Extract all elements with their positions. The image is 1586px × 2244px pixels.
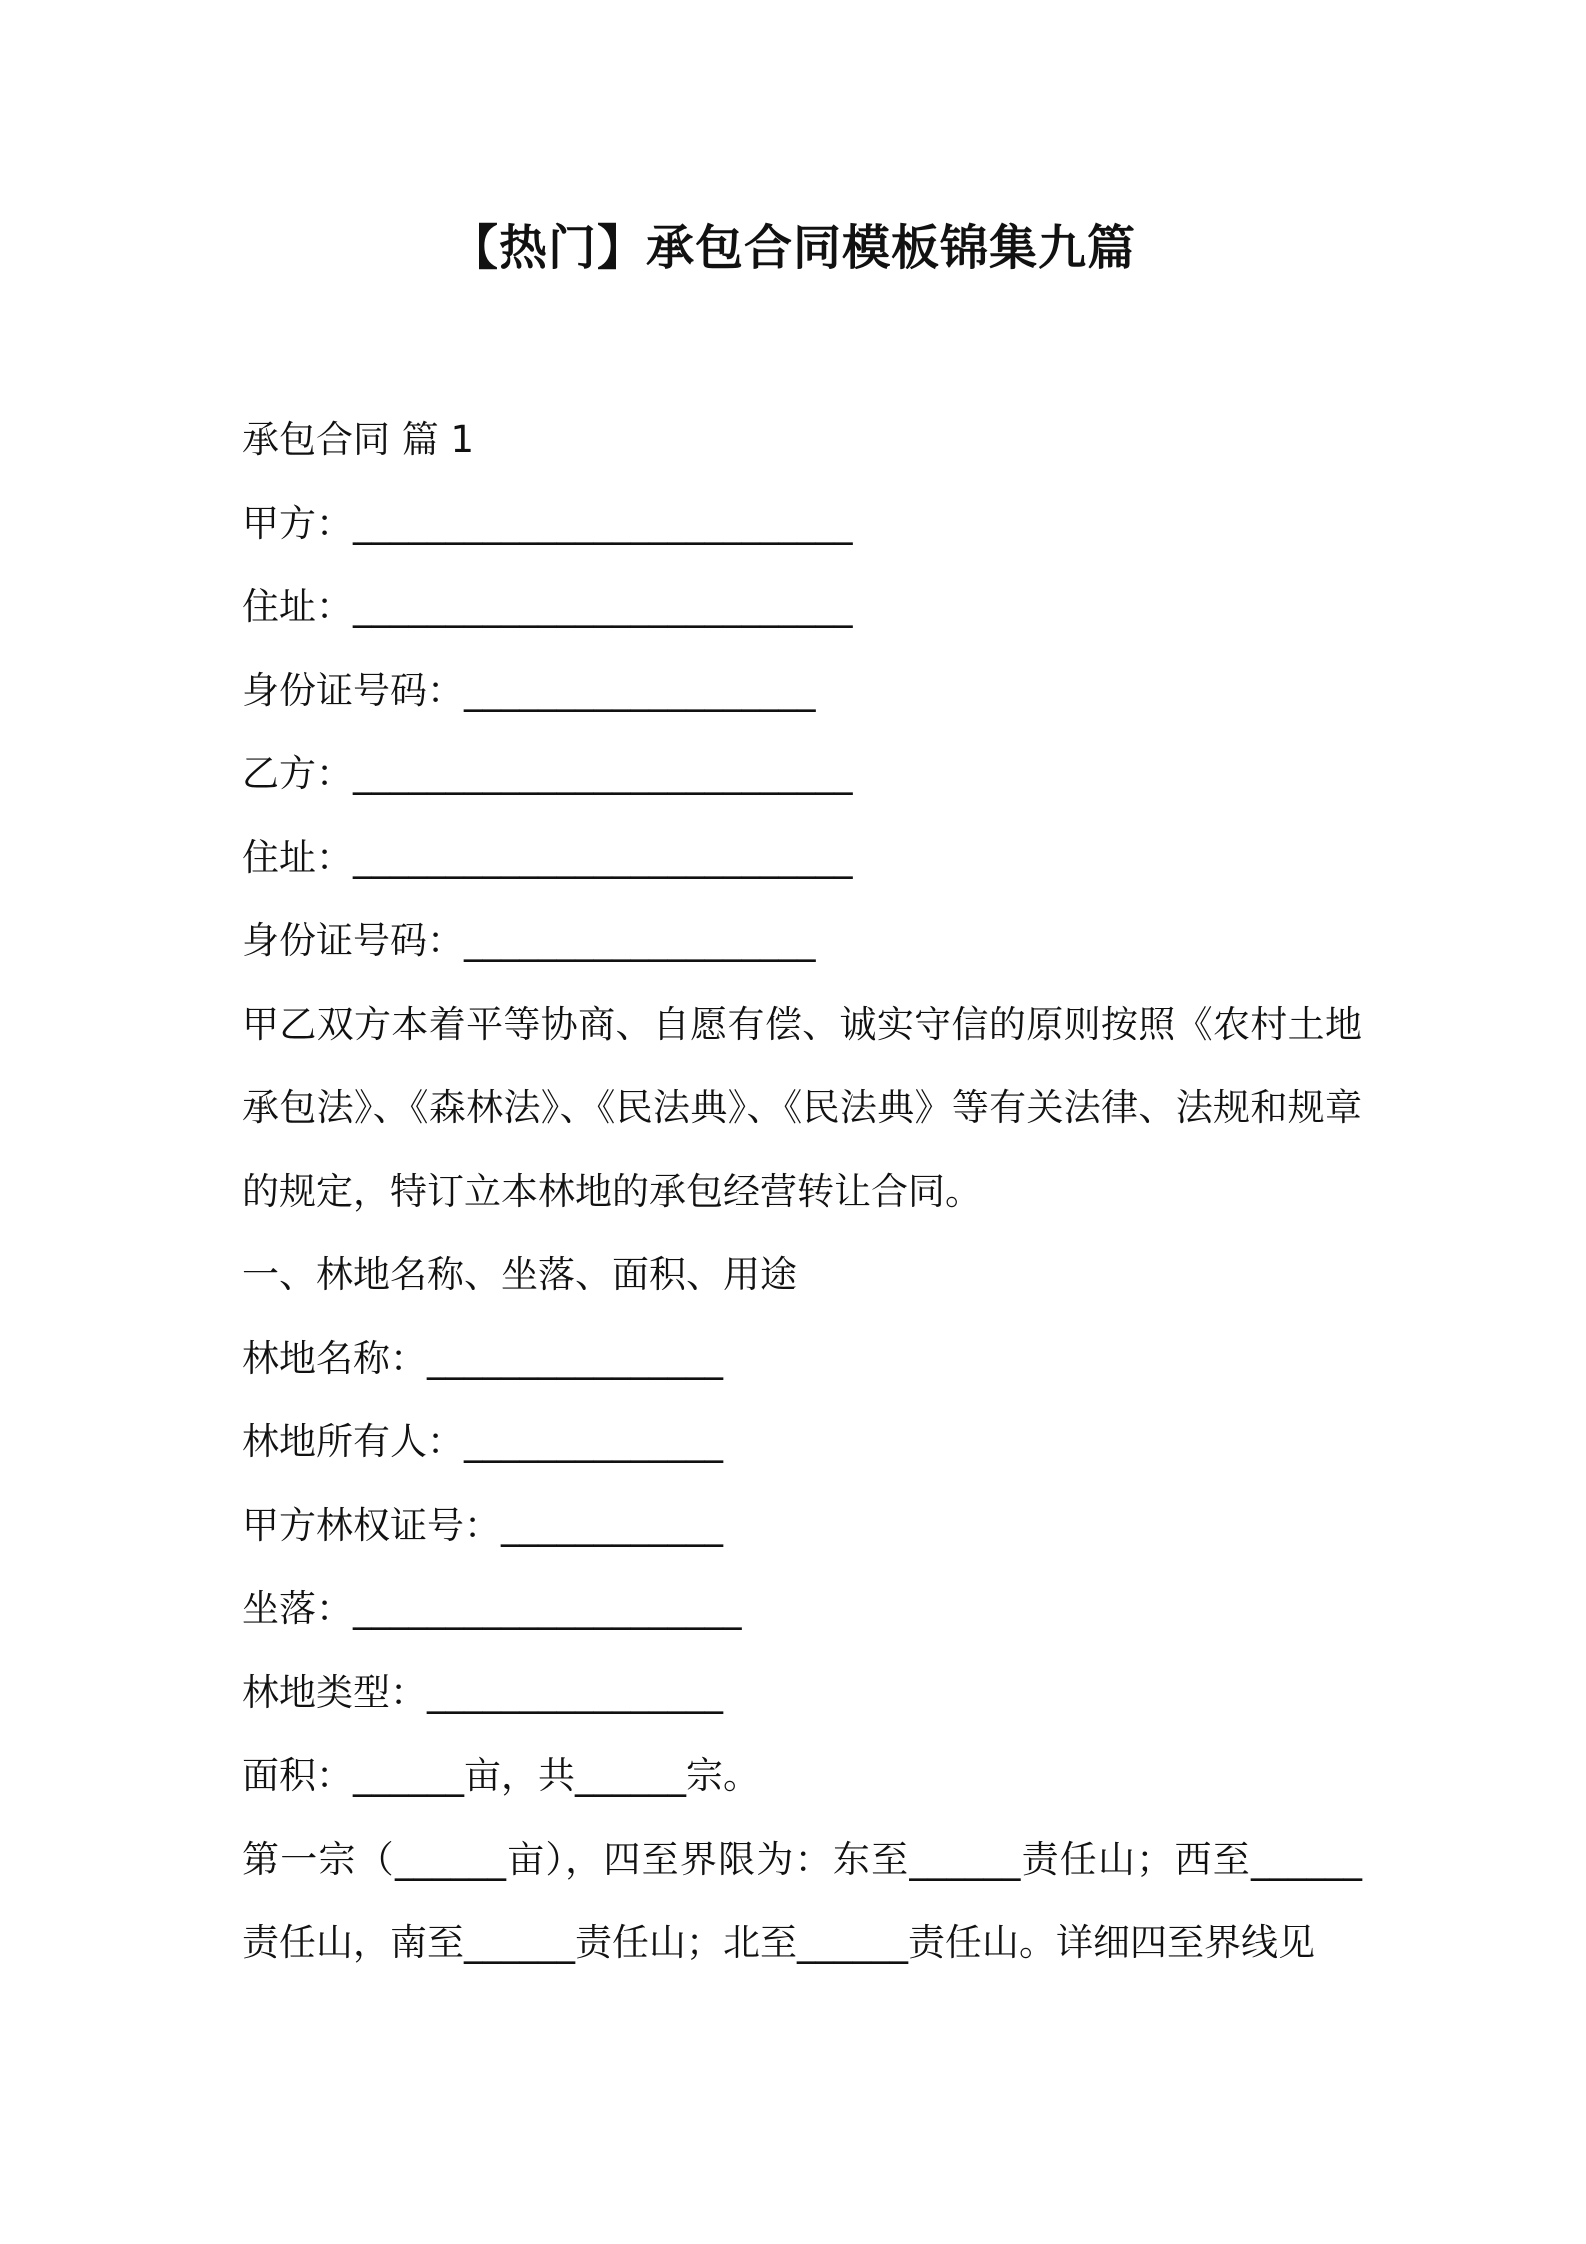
party-a-address-field: 住址：___________________________ — [242, 585, 853, 628]
location-field: 坐落：_____________________ — [242, 1587, 742, 1630]
document-body — [242, 398, 1362, 1985]
party-b-address-field: 住址：___________________________ — [242, 835, 853, 879]
party-a-field: 甲方：___________________________ — [242, 501, 853, 545]
clause-1-heading: 一、林地名称、坐落、面积、用途 — [242, 1253, 797, 1296]
forest-type-field: 林地类型：________________ — [242, 1670, 723, 1714]
section-heading: 承包合同 篇 1 — [242, 418, 475, 461]
forest-name-field: 林地名称：________________ — [242, 1336, 723, 1380]
party-b-field: 乙方：___________________________ — [242, 752, 853, 795]
party-b-id-field: 身份证号码：___________________ — [242, 919, 816, 962]
forest-cert-field: 甲方林权证号：____________ — [242, 1503, 723, 1547]
area-field: 面积：______亩，共______宗。 — [242, 1754, 760, 1797]
party-a-id-field: 身份证号码：___________________ — [242, 668, 816, 712]
preamble-paragraph: 甲乙双方本着平等协商、自愿有偿、诚实守信的原则按照《农村土地承包法》、《森林法》、《民法典》、《民法典》等有关法律、法规和规章的规定，特订立本林地的承包经营转让合同。 — [242, 1002, 1362, 1213]
first-plot-paragraph: 第一宗（______亩），四至界限为：东至______责任山；西至______责任山，南至______责任山；北至______责任山。详细四至界线见 — [242, 1837, 1362, 1964]
document-title: 【热门】承包合同模板锦集九篇 — [449, 220, 1136, 276]
forest-owner-field: 林地所有人：______________ — [242, 1420, 723, 1463]
